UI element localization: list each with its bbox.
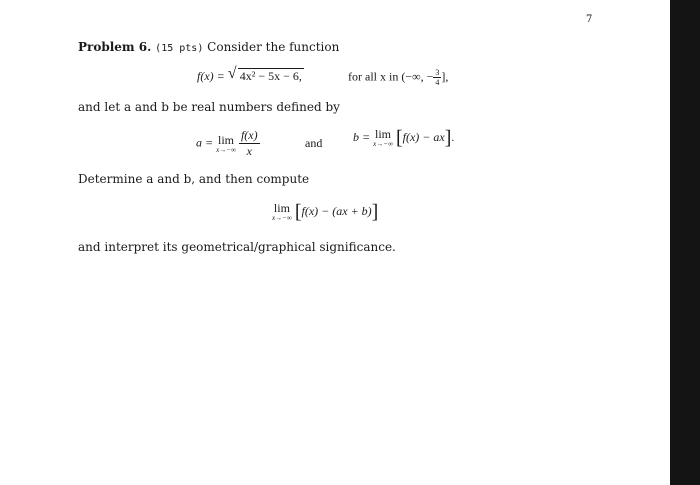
radicand: 4x² − 5x − 6,	[239, 69, 302, 83]
a-lhs: a =	[196, 135, 214, 150]
b-expression: f(x) − ax	[402, 129, 445, 144]
problem-label: Problem 6.	[78, 40, 152, 54]
define-text: and let a and b be real numbers defined by	[78, 100, 340, 114]
problem-points: (15 pts)	[155, 43, 204, 54]
problem-heading	[78, 40, 339, 54]
and-word: and	[305, 136, 323, 150]
final-limit	[272, 202, 378, 222]
a-fraction-num: f(x)	[240, 128, 258, 142]
domain-close: ],	[441, 69, 449, 84]
a-fraction	[239, 128, 260, 159]
final-expression: f(x) − (ax + b)	[301, 203, 372, 218]
left-bracket-icon: [	[395, 127, 403, 149]
domain-fraction-den: 4	[435, 78, 440, 87]
final-left-bracket-icon: [	[294, 201, 302, 223]
final-right-bracket-icon: ]	[371, 201, 379, 223]
page-number: 7	[586, 14, 593, 25]
problem-intro: Consider the function	[207, 40, 340, 54]
b-limit	[373, 128, 393, 148]
b-lhs: b =	[353, 129, 371, 144]
b-lim-sub: x→−∞	[373, 140, 393, 148]
a-lim-sub: x→−∞	[216, 145, 236, 154]
final-limit-op	[272, 202, 292, 222]
a-fraction-den: x	[246, 144, 252, 158]
final-lim-sub: x→−∞	[272, 214, 292, 222]
domain-fraction-num: 3	[435, 68, 440, 77]
determine-text: Determine a and b, and then compute	[78, 172, 310, 186]
domain-text: for all x in	[348, 69, 399, 84]
domain-open: (−∞, −	[401, 69, 434, 84]
a-definition	[196, 128, 260, 159]
function-lhs: f(x) =	[197, 69, 228, 83]
radical-sign-icon: √	[227, 65, 237, 82]
b-end: .	[451, 129, 455, 144]
right-bracket-icon: ]	[444, 127, 452, 149]
function-domain	[348, 68, 448, 87]
sidebar-bar	[670, 0, 700, 485]
final-lim-word: lim	[273, 201, 290, 215]
b-lim-word: lim	[375, 127, 392, 141]
a-limit	[216, 134, 236, 154]
interpret-text: and interpret its geometrical/graphical significance.	[78, 240, 396, 254]
b-definition	[353, 128, 454, 148]
a-lim-word: lim	[218, 132, 235, 147]
function-definition	[197, 65, 304, 84]
square-root	[227, 65, 304, 84]
